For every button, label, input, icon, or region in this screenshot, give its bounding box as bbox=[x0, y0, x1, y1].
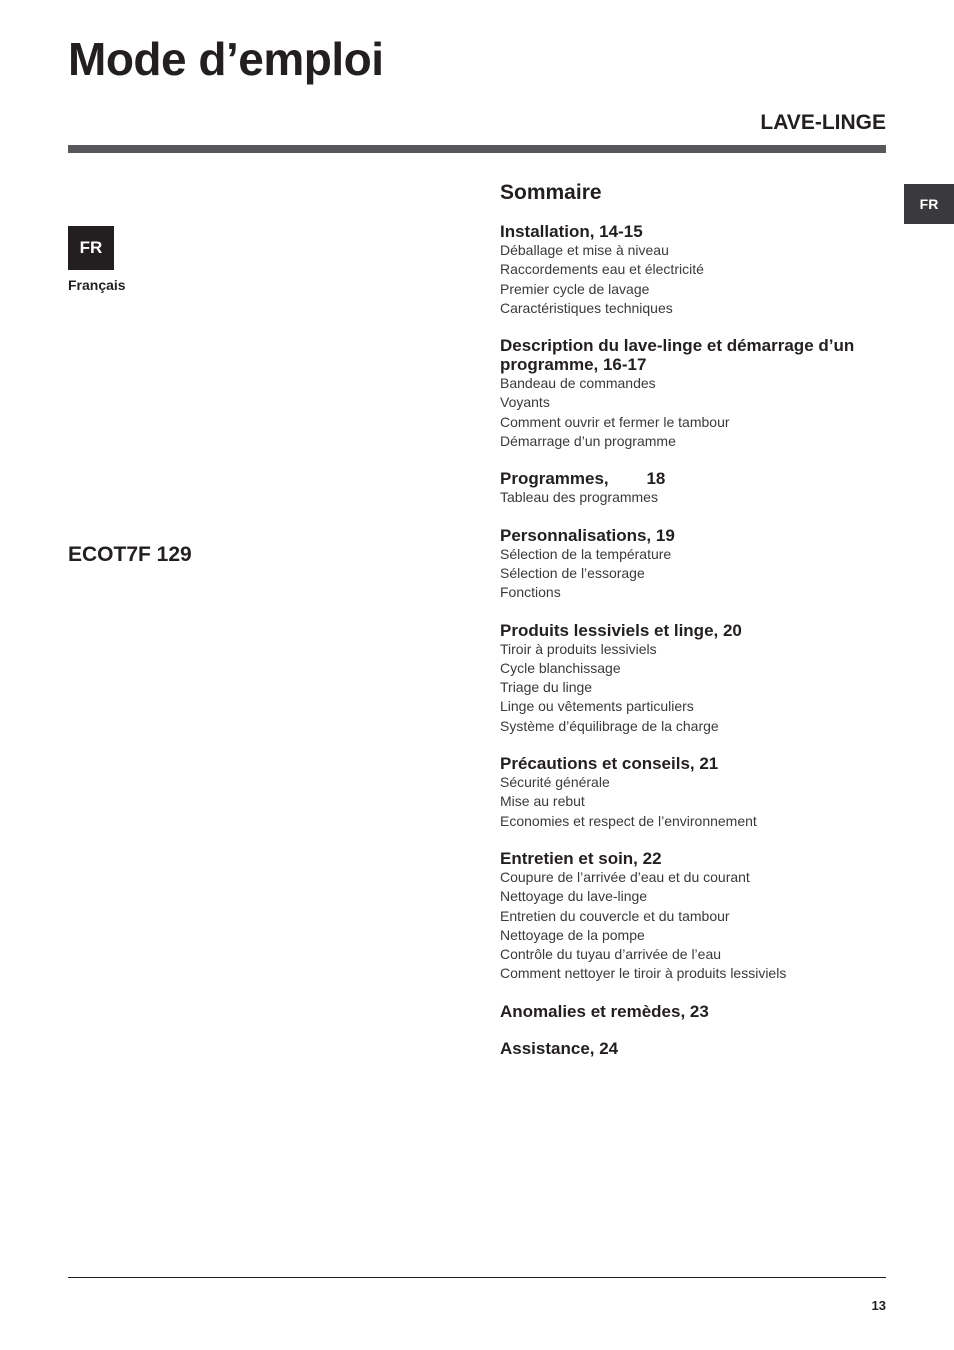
toc-item: Voyants bbox=[500, 394, 550, 411]
toc-section-heading: Programmes, 18 bbox=[500, 469, 666, 489]
toc-item: Contrôle du tuyau d’arrivée de l’eau bbox=[500, 946, 722, 963]
toc-section-heading: Précautions et conseils, 21 bbox=[500, 754, 719, 774]
toc-section bbox=[500, 526, 890, 603]
toc-item: Sécurité générale bbox=[500, 774, 610, 791]
document-title: Mode d’emploi bbox=[68, 33, 384, 85]
document-subtitle: LAVE-LINGE bbox=[760, 111, 886, 134]
table-of-contents bbox=[500, 180, 890, 1076]
toc-section bbox=[500, 222, 890, 318]
toc-item: Mise au rebut bbox=[500, 793, 585, 810]
toc-section bbox=[500, 1002, 890, 1021]
toc-item: Premier cycle de lavage bbox=[500, 280, 650, 297]
toc-item: Tiroir à produits lessiviels bbox=[500, 640, 657, 657]
toc-item: Déballage et mise à niveau bbox=[500, 242, 669, 258]
toc-section bbox=[500, 1039, 890, 1058]
toc-item: Economies et respect de l’environnement bbox=[500, 812, 757, 829]
footer-rule bbox=[68, 1277, 886, 1278]
toc-item: Linge ou vêtements particuliers bbox=[500, 698, 694, 715]
toc-item: Système d’équilibrage de la charge bbox=[500, 717, 719, 734]
toc-item: Sélection de la température bbox=[500, 545, 672, 562]
toc-item: Nettoyage de la pompe bbox=[500, 926, 645, 943]
toc-section bbox=[500, 469, 890, 507]
toc-item: Bandeau de commandes bbox=[500, 375, 656, 392]
toc-item: Nettoyage du lave-linge bbox=[500, 888, 648, 905]
toc-item: Fonctions bbox=[500, 584, 561, 601]
toc-item: Démarrage d’un programme bbox=[500, 433, 676, 450]
toc-item: Sélection de l’essorage bbox=[500, 564, 645, 581]
toc-section bbox=[500, 336, 890, 451]
model-number: ECOT7F 129 bbox=[68, 543, 192, 566]
toc-section-heading: Assistance, 24 bbox=[500, 1038, 619, 1058]
toc-item: Raccordements eau et électricité bbox=[500, 261, 704, 278]
toc-item: Comment nettoyer le tiroir à produits lessiviels bbox=[500, 965, 787, 982]
language-name: Français bbox=[68, 277, 126, 293]
toc-section-heading: Personnalisations, 19 bbox=[500, 525, 675, 545]
toc-item: Triage du linge bbox=[500, 679, 593, 696]
toc-item: Comment ouvrir et fermer le tambour bbox=[500, 413, 730, 430]
toc-title: Sommaire bbox=[500, 181, 602, 204]
toc-section bbox=[500, 849, 890, 984]
language-code-badge: FR bbox=[68, 226, 114, 270]
header-rule bbox=[68, 145, 886, 153]
toc-item: Cycle blanchissage bbox=[500, 659, 621, 676]
toc-section bbox=[500, 754, 890, 831]
language-side-tab: FR bbox=[904, 184, 954, 224]
toc-section bbox=[500, 621, 890, 736]
toc-section-heading: Anomalies et remèdes, 23 bbox=[500, 1001, 709, 1021]
toc-item: Caractéristiques techniques bbox=[500, 299, 673, 316]
toc-section-heading: Description du lave-linge et démarrage d’un programme, 16-17 bbox=[500, 336, 859, 375]
toc-item: Coupure de l’arrivée d’eau et du courant bbox=[500, 868, 750, 885]
toc-item: Tableau des programmes bbox=[500, 489, 658, 506]
toc-sections bbox=[500, 222, 890, 1058]
page-number: 13 bbox=[871, 1298, 886, 1313]
toc-section-heading: Produits lessiviels et linge, 20 bbox=[500, 620, 742, 640]
toc-item: Entretien du couvercle et du tambour bbox=[500, 907, 730, 924]
toc-section-heading: Entretien et soin, 22 bbox=[500, 848, 662, 868]
toc-section-heading: Installation, 14-15 bbox=[500, 222, 643, 241]
